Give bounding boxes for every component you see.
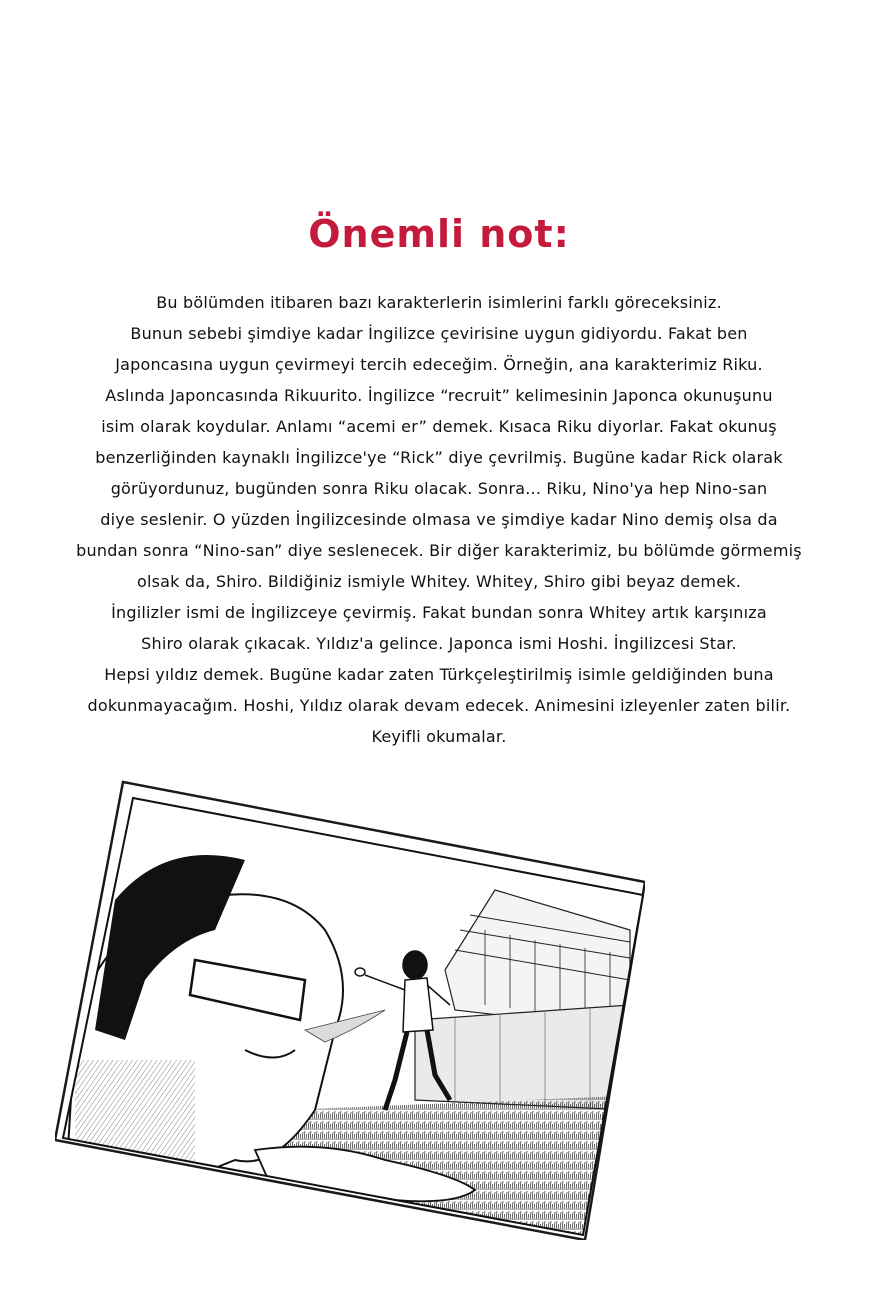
note-body [30, 287, 848, 752]
note-line: dokunmayacağım. Hoshi, Yıldız olarak devam edecek. Animesini izleyenler zaten bilir. [87, 696, 791, 715]
photo-scene [55, 780, 645, 1240]
note-line: diye seslenir. O yüzden İngilizcesinde olmasa ve şimdiye kadar Nino demiş olsa da [100, 510, 778, 529]
note-title: Önemli not: [308, 212, 570, 256]
note-line: İngilizler ismi de İngilizceye çevirmiş. Fakat bundan sonra Whitey artık karşınıza [111, 603, 767, 622]
note-line: Japoncasına uygun çevirmeyi tercih edeceğim. Örneğin, ana karakterimiz Riku. [115, 355, 763, 374]
note-line: olsak da, Shiro. Bildiğiniz ismiyle Whitey. Whitey, Shiro gibi beyaz demek. [136, 572, 742, 591]
note-line: benzerliğinden kaynaklı İngilizce'ye “Rick” diye çevrilmiş. Bugüne kadar Rick olarak [95, 448, 783, 467]
note-line: Keyifli okumalar. [371, 727, 507, 746]
note-line: isim olarak koydular. Anlamı “acemi er” demek. Kısaca Riku diyorlar. Fakat okunuş [101, 417, 777, 436]
note-line: görüyordunuz, bugünden sonra Riku olacak. Sonra... Riku, Nino'ya hep Nino-san [110, 479, 768, 498]
manga-photo-illustration [55, 780, 645, 1240]
note-line: Bu bölümden itibaren bazı karakterlerin isimlerini farklı göreceksiniz. [156, 293, 722, 312]
note-line: Aslında Japoncasında Rikuurito. İngilizce “recruit” kelimesinin Japonca okunuşunu [105, 386, 773, 405]
note-line: Shiro olarak çıkacak. Yıldız'a gelince. Japonca ismi Hoshi. İngilizcesi Star. [141, 634, 737, 653]
note-line: bundan sonra “Nino-san” diye seslenecek. Bir diğer karakterimiz, bu bölümde görmemiş [76, 541, 802, 560]
note-line: Bunun sebebi şimdiye kadar İngilizce çevirisine uygun gidiyordu. Fakat ben [130, 324, 748, 343]
note-line: Hepsi yıldız demek. Bugüne kadar zaten Türkçeleştirilmiş isimle geldiğinden buna [104, 665, 774, 684]
